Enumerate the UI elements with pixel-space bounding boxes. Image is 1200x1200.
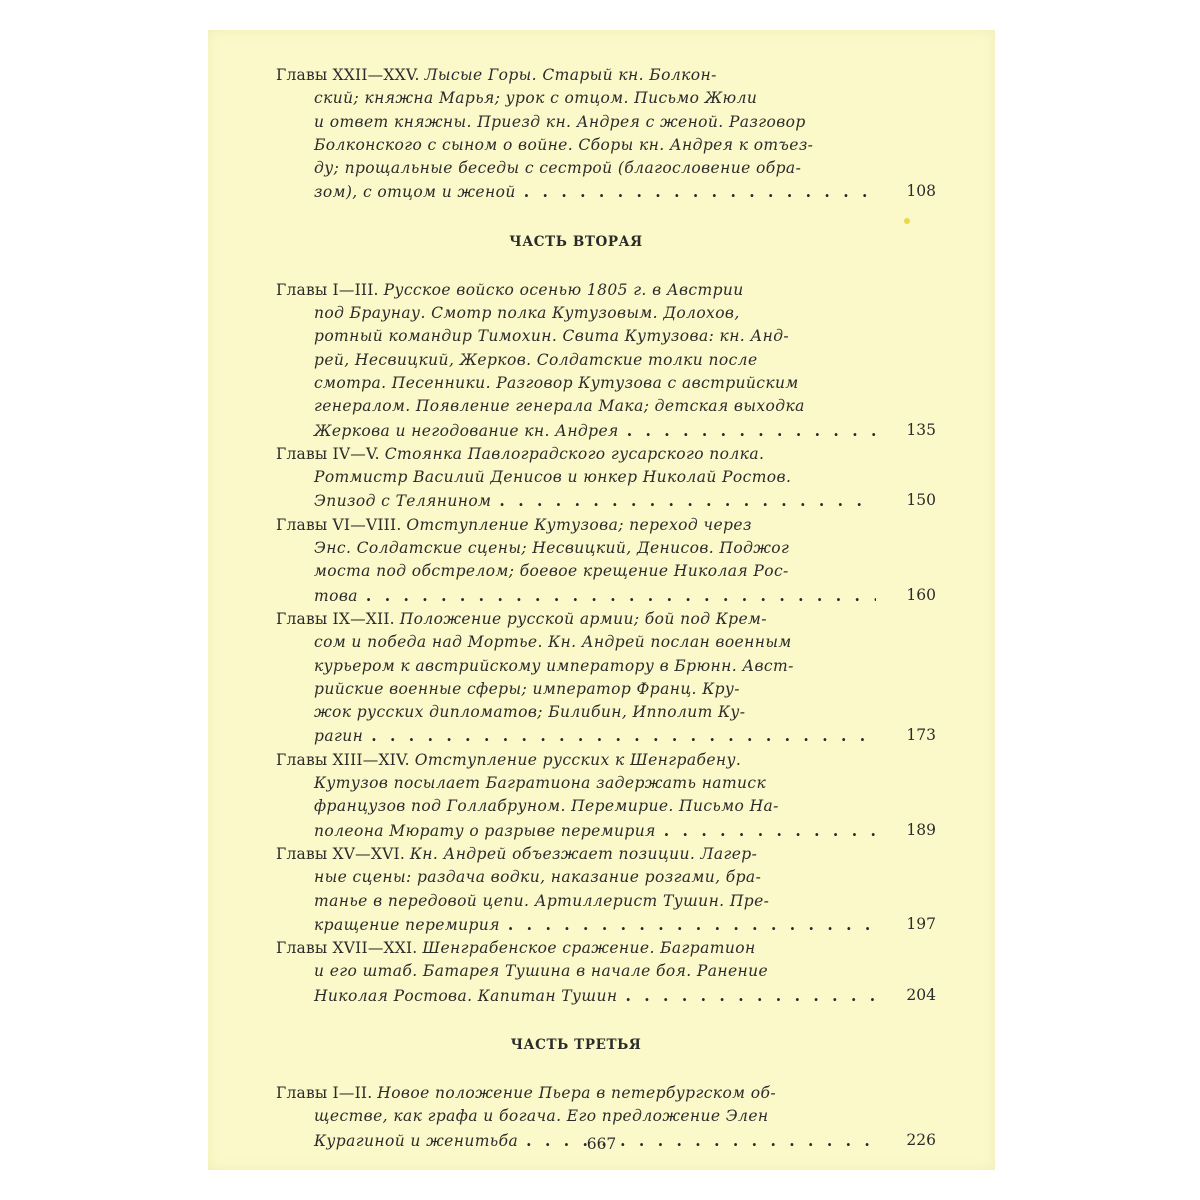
toc-entry-last-line [276, 584, 936, 608]
toc-entry-last-line [276, 489, 936, 513]
toc-entry-last-line [276, 724, 936, 748]
toc-entry-description: кращение перемирия [314, 915, 500, 934]
toc-entry[interactable] [276, 514, 936, 608]
toc-entry-description: ду; прощальные беседы с сестрой (благословение обра- [314, 159, 802, 178]
toc-entry-page: 160 [906, 585, 936, 604]
toc-entry-line [276, 325, 876, 348]
toc-entry-line [276, 279, 876, 302]
toc-entry-line [276, 111, 876, 134]
toc-entry-description: Новое положение Пьера в петербургском об- [377, 1083, 776, 1102]
toc-entry-line [276, 866, 876, 889]
toc-entry-line [276, 87, 876, 110]
toc-entry[interactable] [276, 608, 936, 749]
toc-entry-chapters: Главы VI—VIII. [276, 515, 402, 534]
toc-entry-line [276, 395, 876, 418]
toc-entry-description: и ответ княжны. Приезд кн. Андрея с женой. Разговор [314, 112, 806, 131]
toc-entry-description: Русское войско осенью 1805 г. в Австрии [383, 280, 744, 299]
toc-entry-chapters: Главы I—II. [276, 1083, 373, 1102]
toc-entry-last-line [276, 913, 936, 937]
toc-entry-line [276, 466, 876, 489]
toc-entry-last-line [276, 819, 936, 843]
toc-entry-description: Болконского с сыном о войне. Сборы кн. Андрея к отъез- [314, 135, 814, 154]
toc-entry-chapters: Главы IX—XII. [276, 609, 395, 628]
dot-leader [664, 819, 876, 842]
toc-entry-description: французов под Голлабруном. Перемирие. Письмо На- [314, 797, 779, 816]
toc-entry-line [276, 890, 876, 913]
toc-entry-last-line [276, 419, 936, 443]
toc-entry-description: рагин [314, 727, 364, 746]
toc-entry-description: това [314, 586, 358, 605]
table-of-contents [276, 64, 936, 1153]
dot-leader [524, 180, 876, 203]
dot-leader [366, 584, 876, 607]
toc-entry-description: полеона Мюрату о разрыве перемирия [314, 821, 656, 840]
dot-leader [499, 489, 876, 512]
book-page [208, 30, 995, 1170]
toc-entry-line [276, 1105, 876, 1128]
toc-entry-description: смотра. Песенники. Разговор Кутузова с австрийским [314, 373, 799, 392]
toc-entry-page: 226 [906, 1130, 936, 1149]
toc-entry-description: рийские военные сферы; император Франц. Кру- [314, 679, 740, 698]
toc-entry-page: 135 [906, 420, 936, 439]
toc-entry-description: Шенграбенское сражение. Багратион [422, 939, 756, 958]
toc-entry-line [276, 843, 876, 866]
toc-entry-last-line [276, 984, 936, 1008]
part-two-entries [276, 279, 936, 1008]
toc-entry-line [276, 560, 876, 583]
toc-entry-line [276, 349, 876, 372]
toc-entry-line [276, 608, 876, 631]
toc-entry-line [276, 960, 876, 983]
toc-entry-description: Отступление Кутузова; переход через [406, 515, 752, 534]
toc-entry-description: Эпизод с Телянином [314, 492, 492, 511]
toc-entry-description: Положение русской армии; бой под Крем- [399, 609, 767, 628]
toc-entry-description: Ротмистр Василий Денисов и юнкер Николай Ростов. [314, 468, 792, 487]
toc-entry-description: Николая Ростова. Капитан Тушин [314, 986, 618, 1005]
toc-entry-description: рей, Несвицкий, Жерков. Солдатские толки после [314, 350, 758, 369]
toc-entry[interactable] [276, 843, 936, 937]
page-number: 667 [586, 1135, 617, 1153]
toc-entry-description: Стоянка Павлоградского гусарского полка. [384, 444, 765, 463]
toc-entry-chapters: Главы IV—V. [276, 444, 380, 463]
section-heading-part-two: ЧАСТЬ ВТОРАЯ [509, 233, 643, 250]
toc-entry-description: Отступление русских к Шенграбену. [414, 750, 742, 769]
toc-entry-page: 189 [906, 820, 936, 839]
toc-entry-description: Курагиной и женитьба [314, 1131, 519, 1150]
toc-entry-line [276, 443, 876, 466]
toc-entry-line [276, 1082, 876, 1105]
section-heading-part-three: ЧАСТЬ ТРЕТЬЯ [510, 1036, 642, 1053]
toc-entry-chapters: Главы XV—XVI. [276, 844, 405, 863]
toc-entry-line [276, 795, 876, 818]
dot-leader [627, 419, 876, 442]
toc-entry-page: 197 [906, 914, 936, 933]
toc-entry-line [276, 64, 876, 87]
toc-entry-line [276, 372, 876, 395]
toc-entry-page: 108 [906, 182, 936, 201]
toc-entry-chapters: Главы XIII—XIV. [276, 750, 410, 769]
toc-entry-description: Жеркова и негодование кн. Андрея [314, 421, 619, 440]
toc-entry-description: ществе, как графа и богача. Его предложение Элен [314, 1107, 769, 1126]
toc-entry-description: Лысые Горы. Старый кн. Болкон- [424, 66, 717, 84]
toc-entry-chapters: Главы I—III. [276, 280, 379, 299]
toc-entry-line [276, 631, 876, 654]
toc-entry-line [276, 772, 876, 795]
toc-entry[interactable] [276, 937, 936, 1008]
toc-entry[interactable] [276, 443, 936, 514]
toc-entry-description: ные сцены: раздача водки, наказание розгами, бра- [314, 868, 762, 887]
toc-entry-description: Кн. Андрей объезжает позиции. Лагер- [409, 844, 758, 863]
toc-entry-description: сом и победа над Мортье. Кн. Андрей послан военным [314, 633, 792, 652]
toc-entry-line [276, 537, 876, 560]
toc-entry-chapters: Главы XVII—XXI. [276, 939, 418, 958]
dot-leader [371, 724, 876, 747]
toc-entry[interactable] [276, 64, 936, 205]
toc-entry-description: под Браунау. Смотр полка Кутузовым. Долохов, [314, 304, 740, 323]
dot-leader [625, 984, 876, 1007]
toc-entry-description: Кутузов посылает Багратиона задержать натиск [314, 774, 767, 793]
toc-entry-description: ский; княжна Марья; урок с отцом. Письмо Жюли [314, 89, 758, 108]
toc-entry-line [276, 157, 876, 180]
toc-entry-description: танье в передовой цепи. Артиллерист Тушин. Пре- [314, 891, 770, 910]
toc-entry-description: моста под обстрелом; боевое крещение Николая Рос- [314, 562, 789, 581]
toc-entry-line [276, 134, 876, 157]
toc-entry-line [276, 749, 876, 772]
part-one-entries [276, 64, 936, 205]
toc-entry-line [276, 655, 876, 678]
toc-entry-chapters: Главы XXII—XXV. [276, 66, 420, 84]
toc-entry-description: жок русских дипломатов; Билибин, Ипполит Ку- [314, 703, 746, 722]
toc-entry-description: курьером к австрийскому императору в Брюнн. Авст- [314, 656, 794, 675]
toc-entry-description: и его штаб. Батарея Тушина в начале боя. Ранение [314, 962, 769, 981]
toc-entry-line [276, 937, 876, 960]
toc-entry-page: 150 [906, 491, 936, 510]
toc-entry-description: генералом. Появление генерала Мака; детская выходка [314, 397, 805, 416]
toc-entry-last-line [276, 180, 936, 204]
toc-entry[interactable] [276, 749, 936, 843]
toc-entry-page: 204 [906, 985, 936, 1004]
toc-entry-description: Энс. Солдатские сцены; Несвицкий, Денисов. Поджог [314, 539, 790, 558]
toc-entry-line [276, 678, 876, 701]
paper-speck [904, 218, 910, 224]
toc-entry-page: 173 [906, 726, 936, 745]
dot-leader [508, 913, 876, 936]
toc-entry[interactable] [276, 279, 936, 443]
toc-entry-line [276, 514, 876, 537]
toc-entry-line [276, 302, 876, 325]
toc-entry-line [276, 701, 876, 724]
toc-entry-description: зом), с отцом и женой [314, 183, 516, 202]
toc-entry-description: ротный командир Тимохин. Свита Кутузова: кн. Анд- [314, 327, 790, 346]
